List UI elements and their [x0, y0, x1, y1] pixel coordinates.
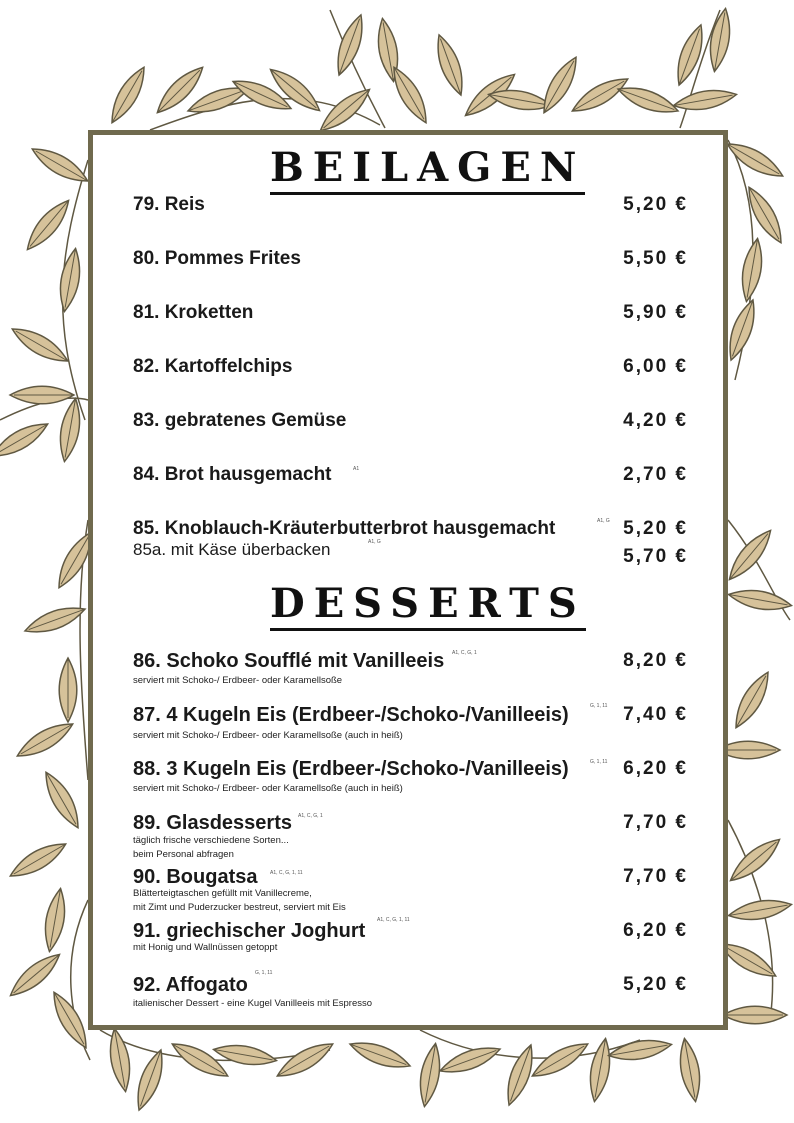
desc-91: mit Honig und Wallnüssen getoppt: [133, 942, 278, 953]
menu-item-80: 80. Pommes Frites: [133, 248, 301, 269]
leaf-27: [10, 386, 74, 404]
price-84: 2,70 €: [623, 464, 688, 485]
desc-89-line2: beim Personal abfragen: [133, 849, 234, 860]
menu-item-89: 89. Glasdesserts: [133, 812, 292, 834]
leaf-32: [59, 658, 77, 722]
leaf-6: [331, 12, 369, 78]
leaf-28: [0, 416, 52, 463]
price-83: 4,20 €: [623, 410, 688, 431]
leaf-18: [672, 86, 738, 114]
allergen-tag-84: A1: [353, 466, 360, 472]
price-86: 8,20 €: [623, 650, 688, 671]
menu-item-84: 84. Brot hausgemacht: [133, 464, 332, 485]
leaf-22: [723, 297, 761, 363]
desc-87: serviert mit Schoko-/ Erdbeer- oder Karamellsoße (auch in heiß): [133, 730, 403, 741]
leaf-52: [347, 1036, 413, 1074]
desc-88: serviert mit Schoko-/ Erdbeer- oder Karamellsoße (auch in heiß): [133, 783, 403, 794]
menu-item-90: 90. Bougatsa: [133, 866, 258, 888]
leaf-5: [265, 63, 325, 118]
allergen-tag-86: A1, C, G, 1: [452, 650, 477, 656]
leaf-59: [676, 1037, 704, 1103]
menu-item-86: 86. Schoko Soufflé mit Vanilleeis: [133, 650, 445, 672]
allergen-tag-87: G, 1, 11: [590, 703, 608, 709]
leaf-14: [568, 71, 632, 118]
leaf-46: [723, 1006, 787, 1024]
beilagen-heading: BEILAGEN: [270, 148, 585, 195]
leaf-21: [738, 237, 766, 303]
menu-item-85: 85. Knoblauch-Kräuterbutterbrot hausgemacht: [133, 518, 556, 539]
menu-item-79: 79. Reis: [133, 194, 205, 215]
menu-item-85a: 85a. mit Käse überbacken: [133, 540, 331, 559]
price-85: 5,20 €: [623, 518, 688, 539]
leaf-41: [728, 668, 775, 732]
allergen-tag-88: G, 1, 11: [590, 759, 608, 765]
leaf-33: [13, 716, 77, 763]
desc-86: serviert mit Schoko-/ Erdbeer- oder Karamellsoße: [133, 675, 343, 686]
price-88: 6,20 €: [623, 758, 688, 779]
allergen-tag-91: A1, C, G, 1, 11: [377, 917, 410, 923]
leaf-20: [741, 183, 788, 247]
leaf-47: [106, 1027, 134, 1093]
leaf-1: [104, 63, 151, 127]
price-91: 6,20 €: [623, 920, 688, 941]
allergen-tag-89: A1, C, G, 1: [298, 813, 323, 819]
desc-90-line1: Blätterteigtaschen gefüllt mit Vanillecreme,: [133, 888, 312, 899]
price-92: 5,20 €: [623, 974, 688, 995]
desc-89-line1: täglich frische verschiedene Sorten...: [133, 835, 289, 846]
leaf-48: [131, 1047, 169, 1113]
desc-90-line2: mit Zimt und Puderzucker bestreut, serviert mit Eis: [133, 902, 346, 913]
menu-item-81: 81. Kroketten: [133, 302, 254, 323]
leaf-39: [723, 525, 778, 585]
leaf-34: [38, 768, 85, 832]
desc-92: italienischer Dessert - eine Kugel Vanilleeis mit Espresso: [133, 998, 373, 1009]
leaf-56: [528, 1036, 592, 1083]
allergen-tag-92: G, 1, 11: [255, 970, 273, 976]
leaf-50: [212, 1041, 278, 1069]
menu-item-83: 83. gebratenes Gemüse: [133, 410, 347, 431]
price-82: 6,00 €: [623, 356, 688, 377]
leaf-54: [437, 1041, 503, 1079]
leaf-31: [22, 601, 88, 639]
price-90: 7,70 €: [623, 866, 688, 887]
leaf-43: [725, 833, 785, 888]
price-81: 5,90 €: [623, 302, 688, 323]
leaf-57: [586, 1037, 614, 1103]
leaf-10: [431, 32, 469, 98]
menu-item-82: 82. Kartoffelchips: [133, 356, 293, 377]
allergen-tag-85a: A1, G: [368, 539, 381, 545]
price-80: 5,50 €: [623, 248, 688, 269]
leaf-38: [46, 988, 93, 1052]
leaf-26: [8, 321, 72, 368]
leaf-36: [41, 887, 69, 953]
leaf-35: [6, 836, 70, 883]
desserts-heading: DESSERTS: [270, 584, 586, 631]
leaf-17: [706, 7, 734, 73]
price-79: 5,20 €: [623, 194, 688, 215]
menu-item-88: 88. 3 Kugeln Eis (Erdbeer-/Schoko-/Vanilleeis): [133, 758, 569, 780]
menu-item-87: 87. 4 Kugeln Eis (Erdbeer-/Schoko-/Vanilleeis): [133, 704, 569, 726]
price-87: 7,40 €: [623, 704, 688, 725]
leaf-19: [723, 136, 787, 183]
leaf-23: [28, 141, 92, 188]
menu-item-91: 91. griechischer Joghurt: [133, 920, 366, 942]
price-89: 7,70 €: [623, 812, 688, 833]
allergen-tag-85: A1, G: [597, 518, 610, 524]
allergen-tag-90: A1, C, G, 1, 11: [270, 870, 303, 876]
menu-item-92: 92. Affogato: [133, 974, 248, 996]
price-85a: 5,70 €: [623, 546, 688, 567]
leaf-25: [56, 247, 84, 313]
leaf-15: [615, 81, 681, 119]
leaf-51: [273, 1036, 337, 1083]
leaf-53: [416, 1042, 444, 1108]
